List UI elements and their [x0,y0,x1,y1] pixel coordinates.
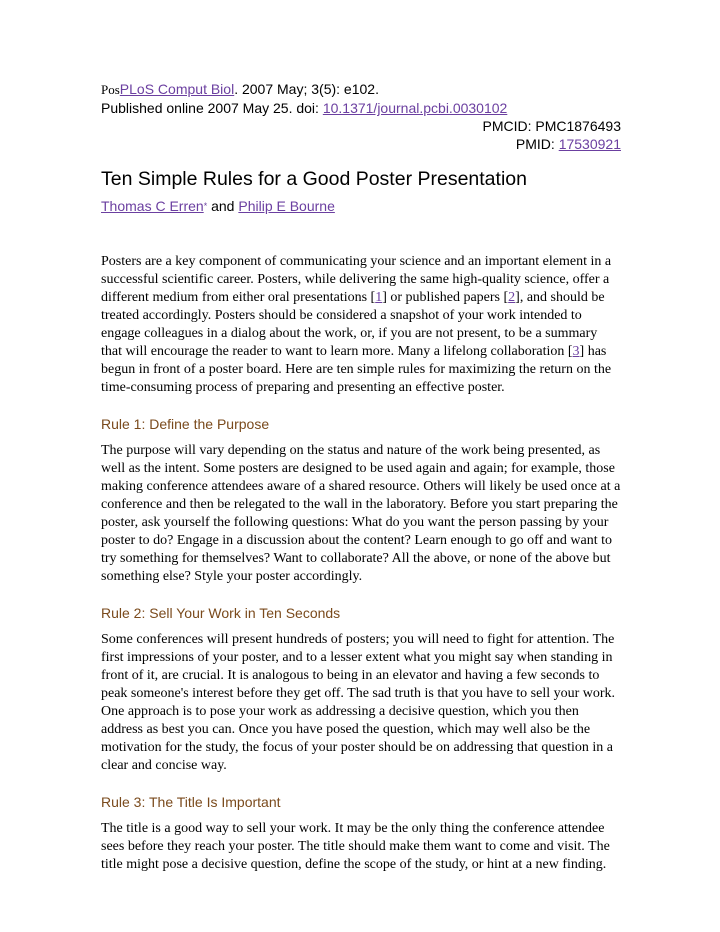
intro-text-4: ] has begun in front of a poster board. Here are ten simple rules for maximizing the return on the time-consuming process of preparing and presenting an effective poster. [101,344,612,395]
rule-1-heading: Rule 1: Define the Purpose [101,416,270,432]
pmid-line [101,135,621,153]
reference-link-2[interactable]: 2 [508,290,516,305]
reference-link-1[interactable]: 1 [375,290,383,305]
intro-text-1: Posters are a key component of communicating your science and an important element in a successful scientific career. Posters, while delivering the same high-quality science, offer a different medium from either oral presentations [ [101,254,612,305]
author-link-bourne[interactable]: Philip E Bourne [238,198,335,214]
rule-3-body: The title is a good way to sell your work. It may be the only thing the conference attendee sees before they reach your poster. The title should make them want to come and visit. The title might pose a decisive question, define the scope of the study, or hint at a new finding. [101,821,610,872]
citation-prefix: Pos [101,82,120,97]
doi-link[interactable]: 10.1371/journal.pcbi.0030102 [322,100,508,116]
rule-2-body: Some conferences will present hundreds of posters; you will need to fight for attention. The first impressions of your poster, and to a lesser extent what you might say when standing in front of it, are crucial. It is analogous to being in an elevator and having a few seconds to peak someone's interest before they get off. The sad truth is that you have to sell your work. One approach is to pose your work as addressing a decisive question, which you then address as best you can. Once you have posed the question, which may well also be the motivation for the study, the focus of your poster should be on addressing that question in a clear and concise way. [101,632,616,773]
corresponding-author-marker[interactable]: * [203,201,208,211]
pmcid-line: PMCID: PMC1876493 [482,118,621,134]
author-link-erren[interactable]: Thomas C Erren [101,198,204,214]
intro-text-2: ] or published papers [ [382,290,509,305]
document-page [101,80,621,874]
rule-1-body: The purpose will vary depending on the status and nature of the work being presented, as well as the intent. Some posters are designed to be used again and again; for example, those making conference attendees aware of a shared resource. Others will likely be used once at a conference and then be relegated to the wall in the laboratory. Before you start preparing the poster, ask yourself the following questions: What do you want the person passing by your poster to do? Engage in a discussion about the content? Learn enough to go off and want to try something for themselves? Want to collaborate? All the above, or none of the above but something else? Style your poster accordingly. [101,443,621,584]
reference-link-3[interactable]: 3 [572,344,580,359]
rule-3-heading: Rule 3: The Title Is Important [101,794,281,810]
author-conjunction: and [207,198,239,214]
intro-paragraph [101,253,621,397]
pmid-link[interactable]: 17530921 [558,136,621,152]
author-list [101,197,621,215]
published-line [101,99,621,117]
intro-text-3: ], and should be treated accordingly. Posters should be considered a snapshot of your work intended to engage colleagues in a dialog about the work, or, if you are not present, to be a summary that will encourage the reader to want to learn more. Many a lifelong collaboration [ [101,290,605,359]
journal-link[interactable]: PLoS Comput Biol [119,81,235,97]
citation-details: . 2007 May; 3(5): e102. [234,81,379,97]
published-text: Published online 2007 May 25. doi: [101,100,323,116]
article-title: Ten Simple Rules for a Good Poster Presentation [101,168,527,190]
pmid-label: PMID: [515,136,559,152]
rule-2-heading: Rule 2: Sell Your Work in Ten Seconds [101,605,341,621]
citation-line [101,80,621,99]
